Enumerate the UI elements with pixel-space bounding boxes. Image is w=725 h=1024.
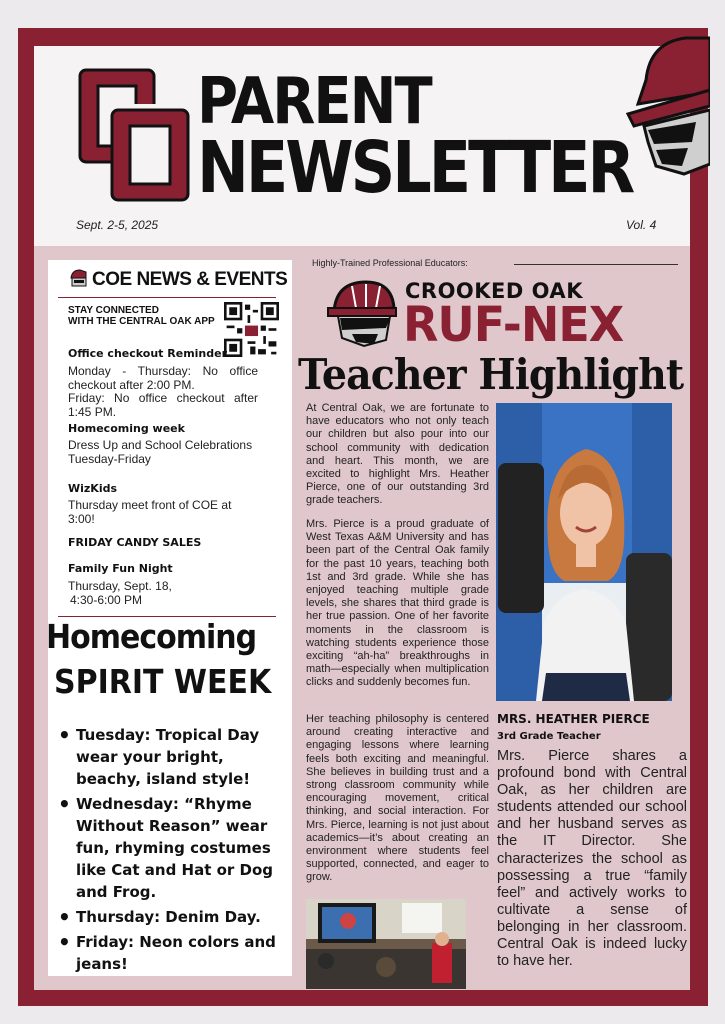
stay-connected (68, 305, 215, 327)
team-name: RUF-NEX (403, 296, 624, 353)
school-name: CROOKED OAK (405, 279, 583, 303)
list-item: • Friday: Neon colors and jeans! (54, 931, 290, 975)
caption-rule (514, 264, 678, 265)
divider (58, 616, 276, 617)
candy-label: FRIDAY CANDY SALES (68, 536, 202, 549)
office-text-1: Monday - Thursday: No office checkout after 2:00 PM. (68, 364, 258, 392)
family-fun-label: Family Fun Night (68, 562, 173, 575)
news-heading-text: COE NEWS & EVENTS (92, 269, 288, 290)
mascot-icon (626, 30, 710, 176)
list-item: • Thursday: Denim Day. (54, 906, 290, 928)
news-heading (68, 268, 287, 294)
paragraph-intro: At Central Oak, we are fortunate to have educators who not only teach our children but also pour into our school community with dedication and heart. This month, we are excited to highlight Mrs. Heather Pierce, one of our outstanding 3rd grade teachers. (306, 402, 489, 507)
co-logo (78, 68, 190, 202)
wizkids-text: Thursday meet front of COE at 3:00! (68, 498, 232, 526)
homecoming-text: Dress Up and School Celebrations Tuesday-Friday (68, 438, 253, 466)
highlight-caption: Highly-Trained Professional Educators: (312, 258, 468, 268)
family-fun-text-2: 4:30-6:00 PM (70, 593, 143, 607)
wizkids-label: WizKids (68, 482, 118, 495)
teacher-bio: Mrs. Pierce shares a profound bond with Central Oak, as her children are students attended our school and her husband serves as the IT Director. She characterizes the school as possessing a true “family feel” and actively works to cultivate a sense of belonging in her classroom. Central Oak is indeed lucky to have her. (497, 748, 687, 970)
newsletter-title (197, 64, 633, 210)
list-item: • Wednesday: “Rhyme Without Reason” wear fun, rhyming costumes like Cat and Hat or Dog and Frog. (54, 793, 290, 903)
teacher-role: 3rd Grade Teacher (497, 731, 601, 742)
paragraph-philosophy: Her teaching philosophy is centered around creating interactive and engaging lessons where learning feels both exciting and meaningful. She believes in building trust and a strong classroom community while encouraging movement, critical thinking, and social interaction. For Mrs. Pierce, learning is not just about academics—it’s about creating an environment where students feel supported, connected, and eager to grow. (306, 713, 489, 884)
stay-connected-line1: STAY CONNECTED (68, 305, 159, 316)
title-line-2: NEWSLETTER (197, 125, 633, 210)
title-line-1: PARENT (197, 64, 431, 139)
spirit-week-heading (46, 620, 292, 700)
list-item: • Tuesday: Tropical Day wear your bright, beachy, island style! (54, 724, 290, 790)
issue-volume: Vol. 4 (626, 218, 657, 232)
teacher-name: MRS. HEATHER PIERCE (497, 712, 650, 726)
office-text-2: Friday: No office checkout after 1:45 PM. (68, 391, 258, 419)
qr-code[interactable] (224, 302, 279, 357)
homecoming-label: Homecoming week (68, 422, 185, 435)
classroom-photo (306, 899, 466, 989)
spirit-title-2: SPIRIT WEEK (54, 663, 272, 702)
mascot-small-icon (68, 268, 88, 294)
issue-date: Sept. 2-5, 2025 (76, 218, 159, 232)
paragraph-background: Mrs. Pierce is a proud graduate of West Texas A&M University and has been part of the Central Oak family for the past 10 years, teaching both 1st and 3rd grade. While she has enjoyed teaching multiple grade levels, she shares that third grade is her true passion. One of her favorite moments in the classroom is watching students experience those exciting “ah-ha” breakthroughs in math—especially when multiplication clicks and suddenly becomes fun. (306, 518, 489, 689)
office-label: Office checkout Reminder (68, 347, 228, 360)
spirit-list (54, 724, 290, 978)
stay-connected-line2: WITH THE CENTRAL OAK APP (68, 316, 215, 327)
rufnex-mascot-icon (326, 278, 398, 348)
spirit-title-1: Homecoming (46, 618, 257, 657)
family-fun-text-1: Thursday, Sept. 18, (68, 579, 172, 593)
divider (58, 297, 276, 298)
teacher-photo (496, 403, 672, 701)
teacher-highlight-title: Teacher Highlight (298, 350, 684, 399)
